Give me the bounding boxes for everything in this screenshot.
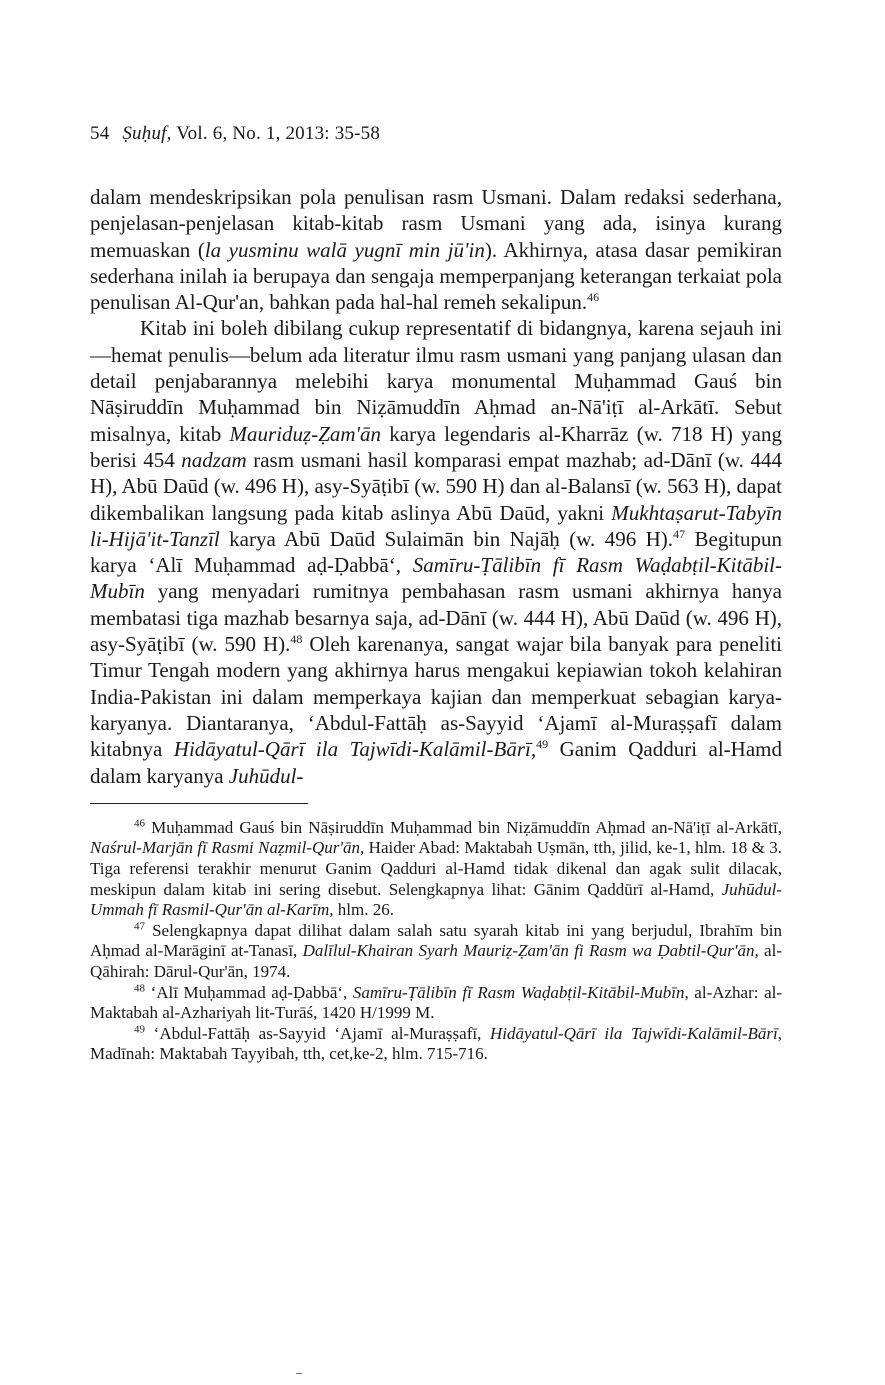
term-nadzam: nadzam bbox=[181, 447, 247, 472]
footnote-text: al-Azhar: al-Maktabah al-Azhariyah lit-Turāś, 1420 H/1999 M. bbox=[90, 982, 782, 1023]
book-title-juhudul: Juhūdul- bbox=[228, 763, 304, 788]
footnote-text: Selengkapnya dapat dilihat dalam salah satu syarah kitab ini yang berjudul, Ibrahīm bin Aḥmad al-Marāginī at-Tanasī, bbox=[90, 920, 782, 961]
book-title-mukhtasarut-tabyin: Mukhtaṣarut-Tabyīn li-Hijā'it-Tanzīl bbox=[90, 500, 782, 551]
footnote-ref-49[interactable]: 49 bbox=[536, 737, 549, 752]
paragraph-2-text-e: Begitupun karya ‘Alī Muḥammad aḍ-Ḍabbā‘, bbox=[90, 526, 782, 578]
footnote-italic-title: Dalīlul-Khairan Syarh Mauriẓ-Ẓam'ān fi Rasm wa Ḍabtil-Qur'ān, bbox=[302, 941, 759, 961]
paragraph-2 bbox=[90, 315, 782, 788]
footnote-italic-title: Hidāyatul-Qārī ila Tajwīdi-Kalāmil-Bārī, bbox=[489, 1023, 782, 1043]
paragraph-2-text-h: Ganim Qadduri al-Hamd dalam karyanya bbox=[90, 737, 782, 788]
footnote-ref-48[interactable]: 48 bbox=[290, 632, 303, 647]
footnote-ref-46[interactable]: 46 bbox=[587, 290, 600, 305]
footnote-text: ‘Alī Muḥammad aḍ-Ḍabbā‘, bbox=[150, 982, 353, 1002]
footnote-number: 49 bbox=[134, 1023, 145, 1036]
paragraph-2-text-f: yang menyadari rumitnya pembahasan rasm usmani akhirnya hanya membatasi tiga mazhab besarnya saja, ad-Dānī (w. 444 H), Abū Daūd (w. 496 H), asy-Syāṭibī (w. 590 H). bbox=[90, 579, 782, 657]
journal-title: Ṣuḥuf, bbox=[122, 123, 172, 144]
footnote-italic-title: Juhūdul-Ummah fī Rasmil-Qur'ān al-Karīm, bbox=[90, 879, 782, 920]
paragraph-1-italic-phrase: la yusminu walā yugnī min jū'in bbox=[204, 237, 485, 262]
scan-mark bbox=[296, 1373, 302, 1374]
book-title-hidayatul-qari: Hidāyatul-Qārī ila Tajwīdi-Kalāmil-Bārī, bbox=[173, 737, 537, 762]
paragraph-2-text-g: Oleh karenanya, sangat wajar bila banyak para peneliti Timur Tengah modern yang akhirnya harus mengakui kepiawian tokoh kelahiran India-Pakistan ini dalam memperkaya kajian dan memperkuat sebagian karya-karyanya. Diantaranya, ‘Abdul-Fattāḥ as-Sayyid ‘Ajamī al-Muraṣṣafī dalam kitabnya bbox=[90, 632, 782, 762]
footnote-italic-title: Samīru-Ṭālibīn fī Rasm Waḍabṭil-Kitābil-Mubīn, bbox=[352, 982, 689, 1002]
footnote-number: 48 bbox=[134, 981, 145, 994]
footnote-text: Madīnah: Maktabah Tayyibah, tth, cet,ke-2, hlm. 715-716. bbox=[90, 1044, 488, 1064]
journal-volume: Vol. 6, No. 1, 2013: 35-58 bbox=[176, 123, 381, 144]
paragraph-2-text-d: karya Abū Daūd Sulaimān bin Najāḥ (w. 496 H). bbox=[219, 526, 674, 551]
footnote-49 bbox=[90, 1024, 782, 1065]
paragraph-2-text-c: rasm usmani hasil komparasi empat mazhab; ad-Dānī (w. 444 H), Abū Daūd (w. 496 H), asy-Syāṭibī (w. 590 H) dan al-Balansī (w. 563 H), dapat dikembalikan langsung pada kitab aslinya Abū Daūd, yakni bbox=[90, 447, 782, 525]
paragraph-1 bbox=[90, 184, 782, 315]
footnote-italic-title: Naśrul-Marjān fī Rasmi Naẓmil-Qur'ān, bbox=[90, 838, 365, 858]
paragraph-2-text-b: karya legendaris al-Kharrāz (w. 718 H) yang berisi 454 bbox=[90, 421, 782, 472]
page-number: 54 bbox=[90, 123, 110, 144]
main-text bbox=[90, 184, 782, 789]
footnote-text: Haider Abad: Maktabah Uṣmān, tth, jilid, ke-1, hlm. 18 & 3. Tiga referensi terakhir menurut Ganim Qadduri al-Hamd tidak dikenal dan agak sulit dilacak, meskipun dalam kitab ini sering disebut. Selengkapnya lihat: Gānim Qaddūrī al-Hamd, bbox=[90, 838, 782, 899]
footnote-text: al-Qāhirah: Dārul-Qur'ān, 1974. bbox=[90, 941, 782, 981]
footnote-text: hlm. 26. bbox=[333, 900, 394, 920]
book-title-samiru-talibin: Samīru-Ṭālibīn fī Rasm Waḍabṭil-Kitābil-Mubīn bbox=[90, 553, 782, 604]
footnote-divider bbox=[90, 803, 308, 804]
paragraph-2-text-a: Kitab ini boleh dibilang cukup representatif di bidangnya, karena sejauh ini—hemat penulis—belum ada literatur ilmu rasm usmani yang panjang ulasan dan detail penjabarannya melebihi karya monumental Muḥammad Gauś bin Nāṣiruddīn Muḥammad bin Niẓāmuddīn Aḥmad an-Nā'iṭī al-Arkātī. Sebut misalnya, kitab bbox=[90, 316, 782, 446]
paragraph-1-text-b: ). Akhirnya, atasa dasar pemikiran sederhana inilah ia berupaya dan sengaja memperpanjang keterangan terkaiat pola penulisan Al-Qur'an, bahkan pada hal-hal remeh sekalipun. bbox=[90, 237, 782, 315]
footnote-ref-47[interactable]: 47 bbox=[673, 526, 686, 541]
footnote-text: Muḥammad Gauś bin Nāṣiruddīn Muḥammad bin Niẓāmuddīn Aḥmad an-Nā'iṭī al-Arkātī, bbox=[151, 817, 782, 837]
paragraph-1-text-a: dalam mendeskripsikan pola penulisan rasm Usmani. Dalam redaksi sederhana, penjelasan-penjelasan kitab-kitab rasm Usmani yang ada, isinya kurang memuaskan ( bbox=[90, 185, 782, 262]
footnote-number: 47 bbox=[134, 920, 145, 933]
footnote-46 bbox=[90, 818, 782, 921]
footnotes bbox=[90, 818, 782, 1065]
running-head bbox=[90, 122, 782, 146]
footnote-48 bbox=[90, 983, 782, 1024]
footnote-text: ‘Abdul-Fattāḥ as-Sayyid ‘Ajamī al-Muraṣṣafī, bbox=[153, 1023, 490, 1043]
footnote-number: 46 bbox=[134, 817, 145, 830]
book-title-mauriduz-zaman: Mauriduẓ-Ẓam'ān bbox=[229, 421, 382, 446]
page bbox=[90, 122, 782, 1065]
footnote-47 bbox=[90, 921, 782, 983]
